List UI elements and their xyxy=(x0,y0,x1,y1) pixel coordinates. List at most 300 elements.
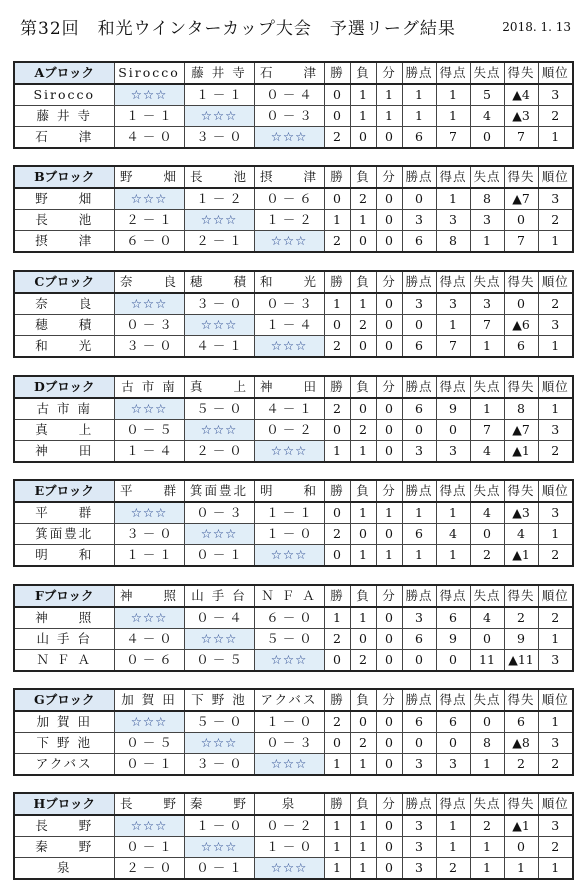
stat-value: 0 xyxy=(376,336,402,358)
team-row xyxy=(14,293,573,315)
team-header: アクバス xyxy=(254,689,324,711)
team-name: Ｎ Ｆ Ａ xyxy=(14,650,114,672)
stat-value: 0 xyxy=(402,315,436,336)
stat-value: 8 xyxy=(436,231,470,253)
stat-value: 2 xyxy=(324,398,350,420)
team-name: 穂 積 xyxy=(14,315,114,336)
stat-value: 0 xyxy=(436,650,470,672)
stat-value: 1 xyxy=(376,502,402,524)
stat-value: 3 xyxy=(538,84,573,106)
team-header: 長 野 xyxy=(114,793,184,815)
stat-header: 負 xyxy=(350,689,376,711)
stat-value: 0 xyxy=(470,127,504,149)
stat-value: 6 xyxy=(504,336,538,358)
stat-value: 6 xyxy=(402,231,436,253)
block-header-row xyxy=(14,585,573,607)
block-table xyxy=(13,479,574,567)
match-result: ６ － ０ xyxy=(254,607,324,629)
stat-value: 3 xyxy=(470,210,504,231)
stat-value: 4 xyxy=(504,524,538,545)
team-header: 和 光 xyxy=(254,271,324,293)
stat-header: 順位 xyxy=(538,793,573,815)
stat-value: 2 xyxy=(470,545,504,567)
stat-value: 3 xyxy=(538,420,573,441)
match-result: １ － ０ xyxy=(184,815,254,837)
stat-value: 0 xyxy=(470,711,504,733)
stat-header: 分 xyxy=(376,480,402,502)
team-name: 下 野 池 xyxy=(14,733,114,754)
stat-header: 負 xyxy=(350,585,376,607)
stat-value: 1 xyxy=(436,837,470,858)
stat-value: 7 xyxy=(504,127,538,149)
stat-value: 3 xyxy=(436,210,470,231)
diagonal-cell: ☆☆☆ xyxy=(114,188,184,210)
stat-header: 得点 xyxy=(436,62,470,84)
stat-value: 3 xyxy=(436,441,470,463)
stat-value: 0 xyxy=(376,231,402,253)
stat-value: 0 xyxy=(324,650,350,672)
stat-header: 負 xyxy=(350,376,376,398)
stat-value: ▲4 xyxy=(504,84,538,106)
stat-value: 3 xyxy=(402,837,436,858)
stat-value: 3 xyxy=(538,815,573,837)
match-result: ０ － ３ xyxy=(254,293,324,315)
stat-value: 2 xyxy=(538,837,573,858)
stat-value: 3 xyxy=(402,754,436,776)
stat-value: 9 xyxy=(504,629,538,650)
stat-value: 0 xyxy=(350,711,376,733)
block-label: Eブロック xyxy=(14,480,114,502)
stat-value: 0 xyxy=(376,127,402,149)
team-header: Sirocco xyxy=(114,62,184,84)
diagonal-cell: ☆☆☆ xyxy=(184,210,254,231)
team-row xyxy=(14,650,573,672)
stat-value: 1 xyxy=(402,84,436,106)
stat-header: 得点 xyxy=(436,480,470,502)
stat-header: 得失 xyxy=(504,689,538,711)
stat-value: 6 xyxy=(402,629,436,650)
stat-header: 失点 xyxy=(470,585,504,607)
stat-value: 6 xyxy=(436,711,470,733)
diagonal-cell: ☆☆☆ xyxy=(114,607,184,629)
diagonal-cell: ☆☆☆ xyxy=(254,336,324,358)
stat-value: 0 xyxy=(376,188,402,210)
stat-value: 0 xyxy=(376,629,402,650)
match-result: １ － ２ xyxy=(254,210,324,231)
stat-value: 1 xyxy=(470,398,504,420)
stat-value: 0 xyxy=(436,420,470,441)
team-row xyxy=(14,733,573,754)
stat-header: 勝点 xyxy=(402,62,436,84)
stat-value: 3 xyxy=(402,441,436,463)
block-header-row xyxy=(14,62,573,84)
match-result: １ － ２ xyxy=(184,188,254,210)
team-header: 藤 井 寺 xyxy=(184,62,254,84)
stat-header: 勝点 xyxy=(402,689,436,711)
page-date: 2018. 1. 13 xyxy=(502,20,571,34)
team-name: 野 畑 xyxy=(14,188,114,210)
stat-value: 1 xyxy=(376,545,402,567)
team-row xyxy=(14,815,573,837)
stat-value: 1 xyxy=(436,106,470,127)
stat-value: 1 xyxy=(350,837,376,858)
stat-value: 1 xyxy=(350,754,376,776)
diagonal-cell: ☆☆☆ xyxy=(114,815,184,837)
diagonal-cell: ☆☆☆ xyxy=(184,106,254,127)
team-row xyxy=(14,210,573,231)
stat-header: 順位 xyxy=(538,62,573,84)
stat-value: 0 xyxy=(402,650,436,672)
stat-value: 3 xyxy=(402,815,436,837)
stat-value: 0 xyxy=(376,733,402,754)
match-result: ４ － ０ xyxy=(114,127,184,149)
stat-value: 9 xyxy=(436,629,470,650)
diagonal-cell: ☆☆☆ xyxy=(254,858,324,880)
stat-header: 得点 xyxy=(436,376,470,398)
stat-value: 6 xyxy=(402,524,436,545)
stat-header: 順位 xyxy=(538,271,573,293)
stat-value: 2 xyxy=(436,858,470,880)
stat-value: 1 xyxy=(324,754,350,776)
stat-value: 0 xyxy=(376,420,402,441)
stat-value: 0 xyxy=(436,733,470,754)
stat-value: 1 xyxy=(538,524,573,545)
diagonal-cell: ☆☆☆ xyxy=(254,127,324,149)
match-result: ０ － ５ xyxy=(184,650,254,672)
stat-value: 7 xyxy=(436,336,470,358)
stat-header: 失点 xyxy=(470,689,504,711)
match-result: ２ － ０ xyxy=(114,858,184,880)
stat-value: 1 xyxy=(350,607,376,629)
block-header-row xyxy=(14,376,573,398)
stat-value: 4 xyxy=(470,106,504,127)
stat-header: 負 xyxy=(350,480,376,502)
stat-value: 2 xyxy=(538,293,573,315)
stat-value: 0 xyxy=(376,837,402,858)
stat-value: 1 xyxy=(376,84,402,106)
block-header-row xyxy=(14,689,573,711)
stat-value: ▲1 xyxy=(504,441,538,463)
stat-value: 0 xyxy=(324,315,350,336)
team-header: 石 津 xyxy=(254,62,324,84)
team-name: Sirocco xyxy=(14,84,114,106)
match-result: ６ － ０ xyxy=(114,231,184,253)
team-name: 箕面豊北 xyxy=(14,524,114,545)
stat-value: 2 xyxy=(324,524,350,545)
stat-value: ▲11 xyxy=(504,650,538,672)
diagonal-cell: ☆☆☆ xyxy=(254,650,324,672)
stat-value: 0 xyxy=(376,754,402,776)
stat-value: ▲1 xyxy=(504,815,538,837)
stat-value: 2 xyxy=(538,607,573,629)
stat-value: 1 xyxy=(436,315,470,336)
stat-value: ▲7 xyxy=(504,188,538,210)
team-header: 加 賀 田 xyxy=(114,689,184,711)
match-result: １ － ４ xyxy=(254,315,324,336)
team-name: 和 光 xyxy=(14,336,114,358)
stat-header: 得失 xyxy=(504,480,538,502)
team-row xyxy=(14,420,573,441)
stat-value: 1 xyxy=(350,84,376,106)
stat-value: 0 xyxy=(324,188,350,210)
match-result: ０ － ５ xyxy=(114,420,184,441)
stat-value: 3 xyxy=(402,210,436,231)
team-name: 明 和 xyxy=(14,545,114,567)
stat-value: 3 xyxy=(402,293,436,315)
block-table xyxy=(13,688,574,776)
stat-value: 0 xyxy=(504,837,538,858)
stat-value: 1 xyxy=(402,545,436,567)
stat-value: 1 xyxy=(538,711,573,733)
team-name: 加 賀 田 xyxy=(14,711,114,733)
stat-value: 1 xyxy=(470,837,504,858)
stat-value: 0 xyxy=(324,420,350,441)
stat-value: 1 xyxy=(376,106,402,127)
stat-value: 1 xyxy=(538,398,573,420)
stat-header: 得失 xyxy=(504,793,538,815)
stat-header: 勝 xyxy=(324,480,350,502)
stat-value: 1 xyxy=(324,210,350,231)
diagonal-cell: ☆☆☆ xyxy=(254,754,324,776)
stat-header: 失点 xyxy=(470,271,504,293)
match-result: ４ － １ xyxy=(184,336,254,358)
stat-value: 0 xyxy=(470,524,504,545)
stat-header: 得点 xyxy=(436,166,470,188)
stat-value: 2 xyxy=(350,733,376,754)
diagonal-cell: ☆☆☆ xyxy=(184,629,254,650)
stat-value: 7 xyxy=(436,127,470,149)
match-result: ３ － ０ xyxy=(184,127,254,149)
stat-value: ▲1 xyxy=(504,545,538,567)
stat-value: 0 xyxy=(376,650,402,672)
match-result: ０ － ３ xyxy=(184,502,254,524)
diagonal-cell: ☆☆☆ xyxy=(114,502,184,524)
team-header: 平 群 xyxy=(114,480,184,502)
match-result: ３ － ０ xyxy=(184,293,254,315)
stat-value: 0 xyxy=(324,733,350,754)
match-result: １ － ０ xyxy=(254,837,324,858)
team-row xyxy=(14,629,573,650)
team-name: 泉 xyxy=(14,858,114,880)
stat-value: 3 xyxy=(538,733,573,754)
stat-header: 分 xyxy=(376,376,402,398)
team-name: 神 照 xyxy=(14,607,114,629)
stat-value: 0 xyxy=(376,711,402,733)
stat-value: 1 xyxy=(324,815,350,837)
block-label: Dブロック xyxy=(14,376,114,398)
stat-header: 勝 xyxy=(324,271,350,293)
team-row xyxy=(14,127,573,149)
stat-value: 1 xyxy=(324,607,350,629)
match-result: ０ － ６ xyxy=(254,188,324,210)
team-header: 真 上 xyxy=(184,376,254,398)
stat-value: 5 xyxy=(470,84,504,106)
stat-value: 0 xyxy=(402,420,436,441)
team-name: 秦 野 xyxy=(14,837,114,858)
team-name: 摂 津 xyxy=(14,231,114,253)
team-header: 泉 xyxy=(254,793,324,815)
match-result: ５ － ０ xyxy=(254,629,324,650)
team-name: 長 池 xyxy=(14,210,114,231)
block-label: Cブロック xyxy=(14,271,114,293)
team-row xyxy=(14,607,573,629)
stat-value: 8 xyxy=(470,188,504,210)
match-result: １ － ０ xyxy=(254,711,324,733)
match-result: ０ － １ xyxy=(184,858,254,880)
stat-value: 2 xyxy=(538,210,573,231)
stat-value: 0 xyxy=(504,210,538,231)
stat-value: 1 xyxy=(350,545,376,567)
diagonal-cell: ☆☆☆ xyxy=(114,398,184,420)
stat-value: 1 xyxy=(538,127,573,149)
page-header xyxy=(0,0,585,44)
stat-value: 0 xyxy=(470,629,504,650)
block-label: Gブロック xyxy=(14,689,114,711)
stat-header: 勝点 xyxy=(402,585,436,607)
stat-value: 1 xyxy=(538,231,573,253)
stat-value: 1 xyxy=(350,293,376,315)
stat-value: 0 xyxy=(376,398,402,420)
stat-header: 勝 xyxy=(324,166,350,188)
match-result: ０ － ５ xyxy=(114,733,184,754)
diagonal-cell: ☆☆☆ xyxy=(114,84,184,106)
team-header: 明 和 xyxy=(254,480,324,502)
stat-value: 2 xyxy=(350,188,376,210)
stat-value: 0 xyxy=(350,127,376,149)
stat-value: 1 xyxy=(324,441,350,463)
stat-value: 4 xyxy=(470,502,504,524)
team-name: 平 群 xyxy=(14,502,114,524)
stat-value: 3 xyxy=(402,607,436,629)
stat-value: 1 xyxy=(436,188,470,210)
stat-header: 得点 xyxy=(436,585,470,607)
stat-value: 3 xyxy=(436,754,470,776)
stat-value: 0 xyxy=(350,524,376,545)
stat-header: 勝 xyxy=(324,793,350,815)
stat-value: 0 xyxy=(350,629,376,650)
diagonal-cell: ☆☆☆ xyxy=(254,441,324,463)
team-row xyxy=(14,858,573,880)
team-name: 真 上 xyxy=(14,420,114,441)
stat-header: 得失 xyxy=(504,376,538,398)
team-header: 長 池 xyxy=(184,166,254,188)
stat-value: 0 xyxy=(350,336,376,358)
diagonal-cell: ☆☆☆ xyxy=(184,420,254,441)
stat-value: 3 xyxy=(402,858,436,880)
stat-header: 勝点 xyxy=(402,166,436,188)
stat-value: 2 xyxy=(324,629,350,650)
stat-value: ▲8 xyxy=(504,733,538,754)
match-result: ０ － ２ xyxy=(254,815,324,837)
block-table xyxy=(13,61,574,149)
team-name: 奈 良 xyxy=(14,293,114,315)
diagonal-cell: ☆☆☆ xyxy=(254,545,324,567)
team-header: 下 野 池 xyxy=(184,689,254,711)
team-header: 箕面豊北 xyxy=(184,480,254,502)
stat-value: 2 xyxy=(470,815,504,837)
league-blocks xyxy=(13,61,572,880)
stat-value: 4 xyxy=(470,607,504,629)
stat-value: 2 xyxy=(350,650,376,672)
stat-value: 3 xyxy=(436,293,470,315)
diagonal-cell: ☆☆☆ xyxy=(184,524,254,545)
stat-value: 6 xyxy=(402,127,436,149)
stat-value: 0 xyxy=(376,815,402,837)
match-result: ５ － ０ xyxy=(184,711,254,733)
stat-value: 1 xyxy=(470,754,504,776)
match-result: ０ － ４ xyxy=(184,607,254,629)
team-header: 古 市 南 xyxy=(114,376,184,398)
stat-value: 8 xyxy=(470,733,504,754)
stat-value: 2 xyxy=(324,127,350,149)
stat-header: 分 xyxy=(376,271,402,293)
stat-header: 得失 xyxy=(504,62,538,84)
stat-header: 負 xyxy=(350,62,376,84)
stat-header: 失点 xyxy=(470,166,504,188)
block-header-row xyxy=(14,793,573,815)
match-result: ０ － ４ xyxy=(254,84,324,106)
stat-value: 2 xyxy=(538,754,573,776)
stat-value: 0 xyxy=(402,188,436,210)
match-result: ０ － １ xyxy=(184,545,254,567)
stat-header: 得点 xyxy=(436,793,470,815)
match-result: ３ － ０ xyxy=(114,524,184,545)
team-header: Ｎ Ｆ Ａ xyxy=(254,585,324,607)
team-row xyxy=(14,545,573,567)
stat-value: ▲3 xyxy=(504,502,538,524)
team-header: 摂 津 xyxy=(254,166,324,188)
stat-header: 勝 xyxy=(324,376,350,398)
team-row xyxy=(14,711,573,733)
block-header-row xyxy=(14,166,573,188)
stat-value: 3 xyxy=(538,188,573,210)
stat-value: 1 xyxy=(538,629,573,650)
stat-header: 勝点 xyxy=(402,793,436,815)
stat-header: 分 xyxy=(376,689,402,711)
stat-header: 勝 xyxy=(324,689,350,711)
match-result: ３ － ０ xyxy=(114,336,184,358)
stat-header: 分 xyxy=(376,585,402,607)
block-table xyxy=(13,165,574,253)
stat-header: 失点 xyxy=(470,62,504,84)
stat-value: 0 xyxy=(376,858,402,880)
stat-value: 6 xyxy=(436,607,470,629)
team-row xyxy=(14,106,573,127)
match-result: １ － １ xyxy=(254,502,324,524)
stat-value: 1 xyxy=(470,336,504,358)
match-result: ２ － ０ xyxy=(184,441,254,463)
diagonal-cell: ☆☆☆ xyxy=(184,733,254,754)
match-result: ５ － ０ xyxy=(184,398,254,420)
stat-header: 負 xyxy=(350,793,376,815)
stat-header: 負 xyxy=(350,166,376,188)
stat-value: 3 xyxy=(538,315,573,336)
stat-value: 1 xyxy=(538,336,573,358)
team-name: アクバス xyxy=(14,754,114,776)
block-table xyxy=(13,792,574,880)
stat-value: 1 xyxy=(350,815,376,837)
stat-value: 2 xyxy=(504,607,538,629)
stat-value: 2 xyxy=(324,336,350,358)
stat-value: 6 xyxy=(402,711,436,733)
match-result: ０ － ３ xyxy=(114,315,184,336)
stat-value: 0 xyxy=(324,545,350,567)
team-row xyxy=(14,231,573,253)
team-row xyxy=(14,441,573,463)
stat-value: 0 xyxy=(376,315,402,336)
match-result: ０ － ３ xyxy=(254,733,324,754)
diagonal-cell: ☆☆☆ xyxy=(184,837,254,858)
